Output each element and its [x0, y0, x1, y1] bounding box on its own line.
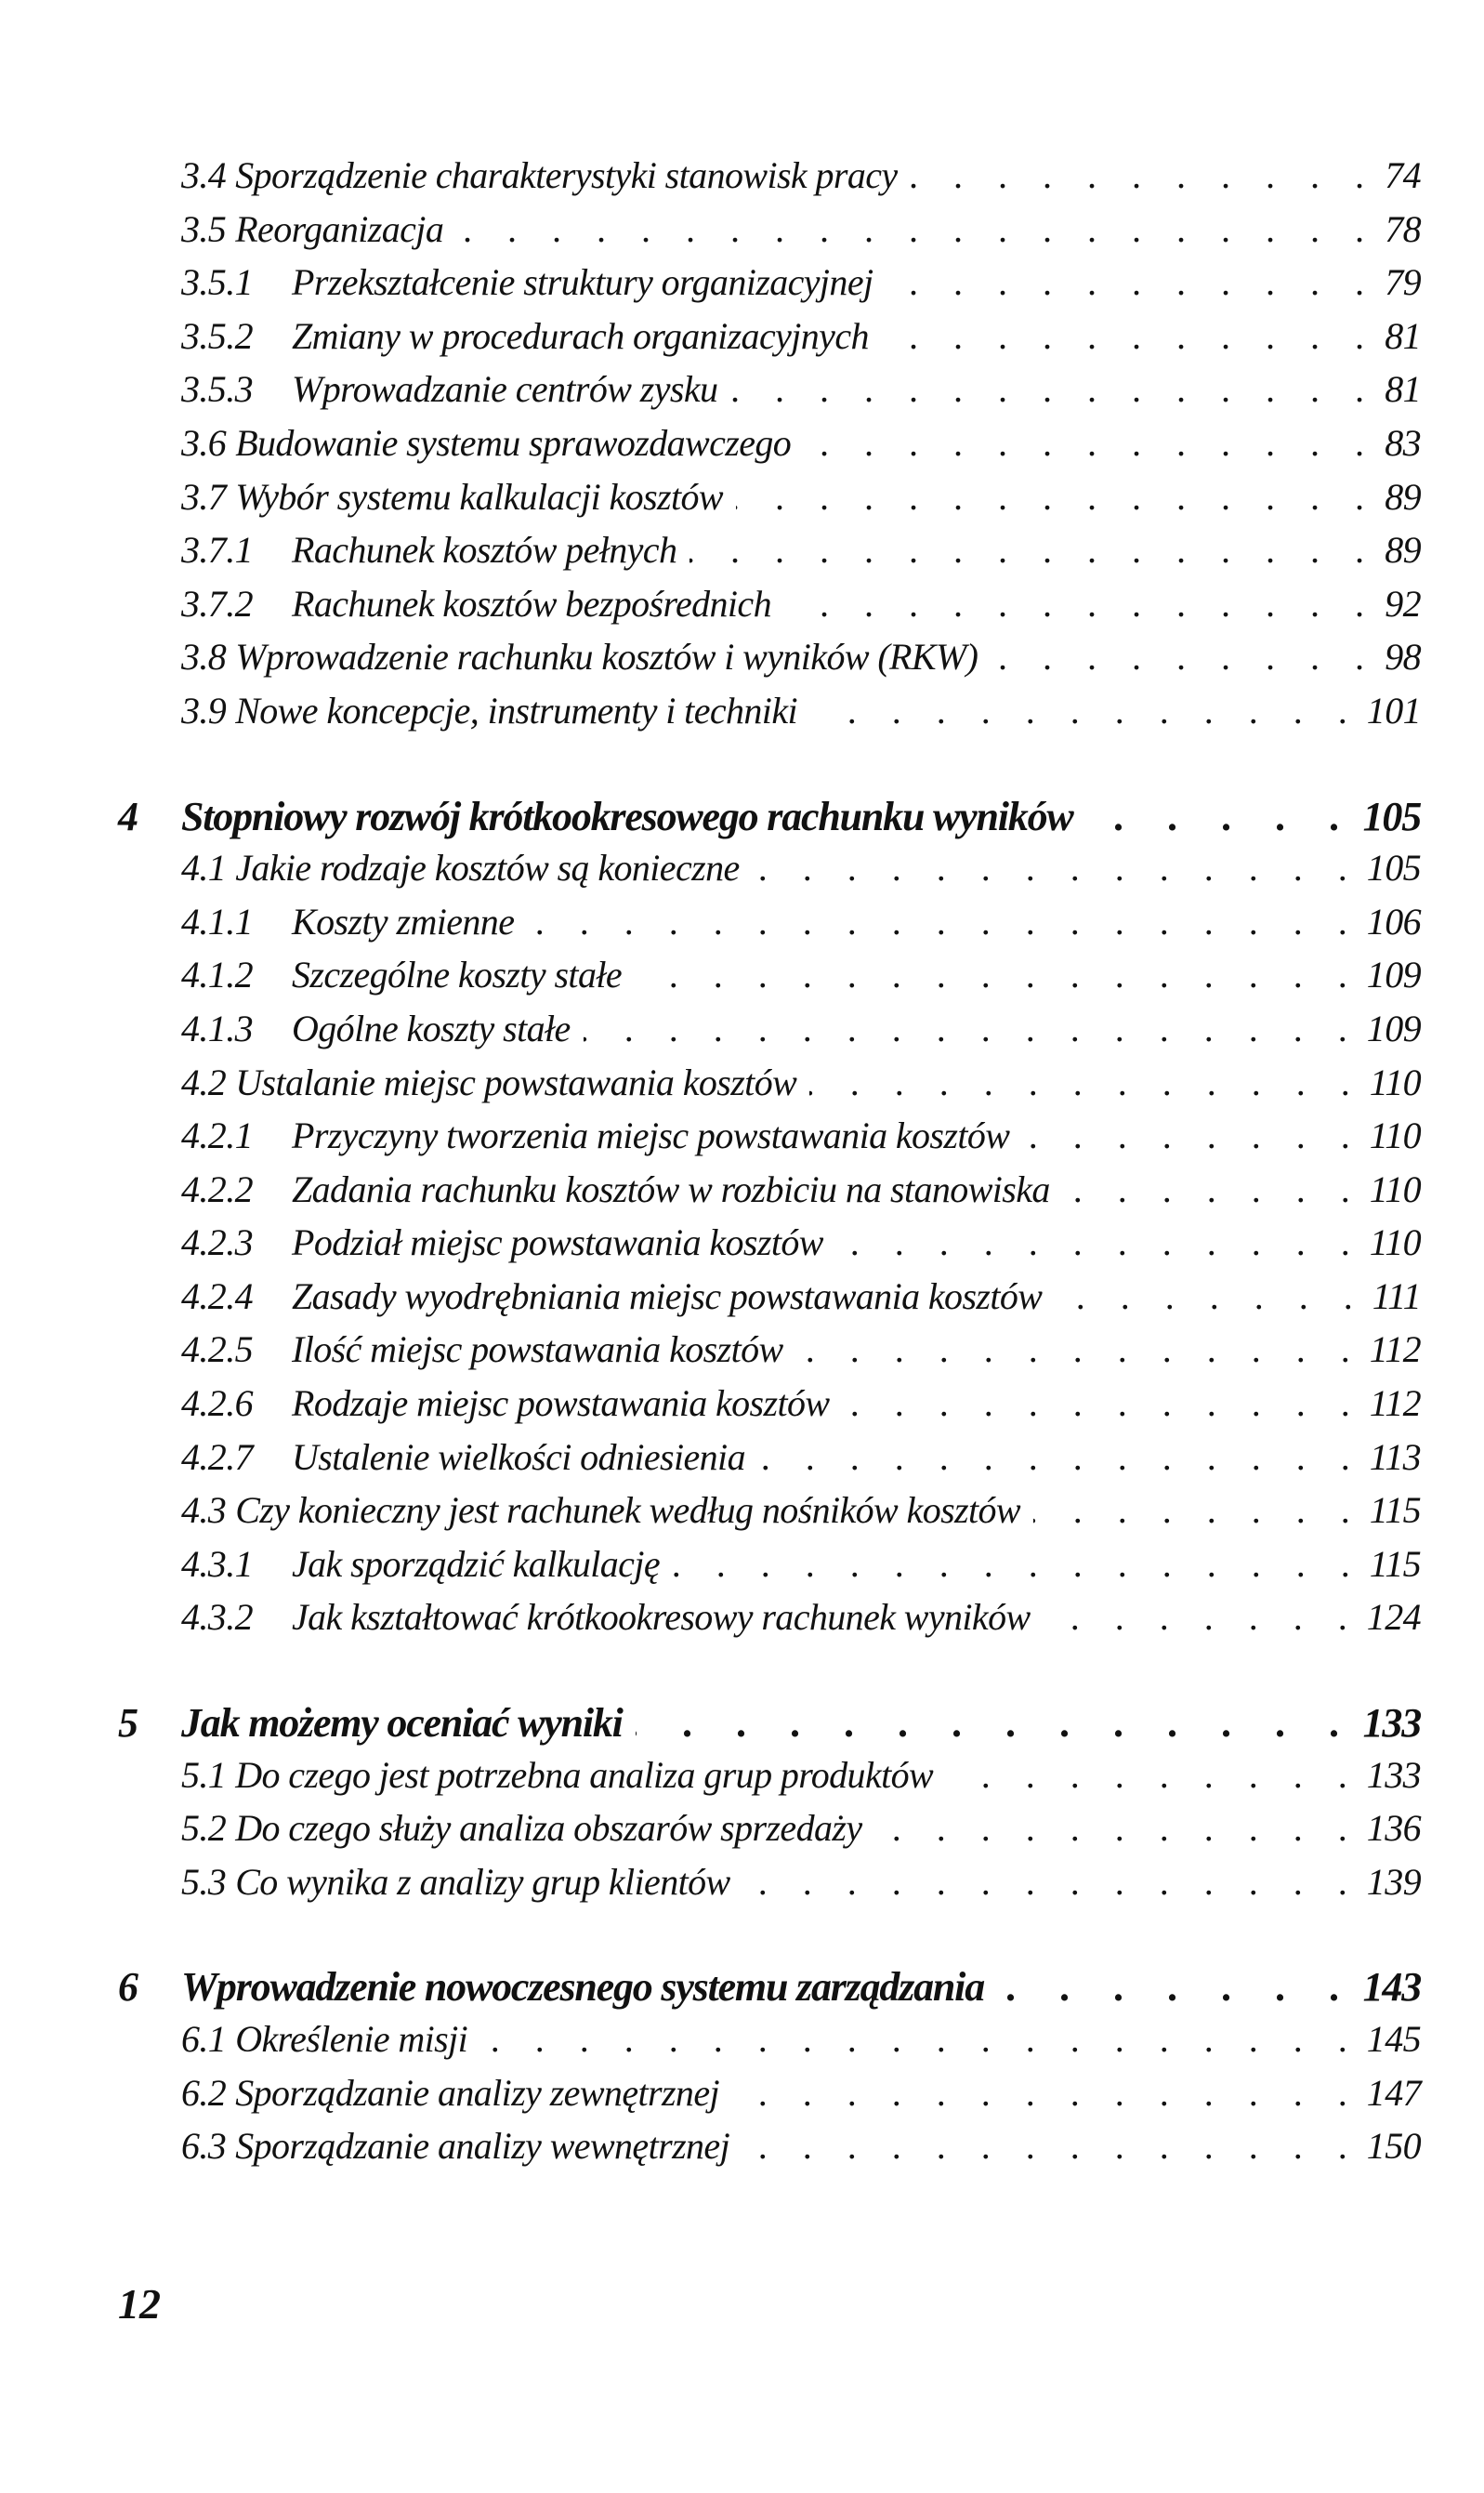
- toc-chapter-heading: [118, 1699, 1421, 1753]
- dot-leader: [886, 260, 1379, 304]
- toc-entry-title: Nowe koncepcje, instrumenty i techniki: [235, 689, 797, 732]
- dot-leader: [1086, 793, 1358, 840]
- dot-leader: [736, 475, 1378, 519]
- toc-entry-title: Rachunek kosztów bezpośrednich: [292, 582, 771, 625]
- toc-entry: [118, 1274, 1421, 1328]
- toc-entry-number: 4.2: [181, 1061, 227, 1103]
- dot-leader: [635, 953, 1361, 996]
- toc-entry: [118, 153, 1421, 207]
- toc-entry-page: 81: [1385, 368, 1421, 411]
- toc-entry-title: Wprowadzanie centrów zysku: [292, 368, 718, 411]
- dot-leader: [636, 1699, 1358, 1747]
- table-of-contents: [118, 153, 1421, 2178]
- dot-leader: [527, 900, 1360, 943]
- toc-entry-page: 133: [1366, 1753, 1421, 1796]
- toc-entry-title: Stopniowy rozwój krótkookresowego rachunku wyników: [181, 793, 1073, 839]
- toc-entry-number: 3.7: [181, 475, 227, 518]
- dot-leader: [991, 635, 1378, 679]
- toc-entry: [118, 582, 1421, 636]
- dot-leader: [997, 1963, 1358, 2011]
- toc-entry-title: Określenie misji: [235, 2018, 468, 2060]
- toc-entry: [118, 1542, 1421, 1596]
- toc-entry-page: 143: [1362, 1964, 1421, 2011]
- toc-entry-number: 6.1: [181, 2018, 227, 2060]
- toc-entry-title: Przyczyny tworzenia miejsc powstawania kosztów: [292, 1115, 1010, 1157]
- toc-entry: [118, 900, 1421, 954]
- dot-leader: [753, 846, 1361, 890]
- toc-entry-title: Czy konieczny jest rachunek według nośników kosztów: [235, 1489, 1021, 1532]
- toc-entry-title: Wybór systemu kalkulacji kosztów: [235, 475, 724, 518]
- toc-entry-number: 4.2.6: [181, 1382, 254, 1425]
- toc-entry-page: 133: [1362, 1700, 1421, 1747]
- dot-leader: [843, 1381, 1364, 1425]
- toc-entry: [118, 2071, 1421, 2125]
- toc-entry-title: Podział miejsc powstawania kosztów: [292, 1221, 823, 1264]
- dot-leader: [1063, 1167, 1364, 1211]
- toc-entry-page: 139: [1366, 1860, 1421, 1903]
- toc-entry-number: 5.3: [181, 1860, 227, 1903]
- dot-leader: [732, 2071, 1361, 2115]
- toc-entry-number: 3.8: [181, 636, 227, 679]
- toc-entry-page: 124: [1366, 1596, 1421, 1639]
- toc-entry-title: Sporządzenie charakterystyki stanowisk pracy: [235, 154, 898, 196]
- toc-entry-title: Rachunek kosztów pełnych: [292, 529, 677, 572]
- toc-entry-page: 89: [1385, 475, 1421, 518]
- toc-entry-title: Ilość miejsc powstawania kosztów: [292, 1328, 783, 1371]
- toc-entry: [118, 1114, 1421, 1167]
- dot-leader: [810, 689, 1361, 732]
- page-number: 12: [118, 2280, 161, 2328]
- toc-entry-page: 79: [1385, 261, 1421, 304]
- toc-entry-number: 3.5.2: [181, 314, 254, 357]
- toc-entry-page: 92: [1385, 582, 1421, 625]
- toc-entry-title: Sporządzanie analizy wewnętrznej: [235, 2125, 730, 2168]
- toc-entry-title: Ustalenie wielkości odniesienia: [292, 1435, 745, 1478]
- toc-entry-title: Przekształcenie struktury organizacyjnej: [292, 261, 873, 304]
- toc-entry-number: 3.4: [181, 154, 227, 196]
- toc-entry-title: Sporządzanie analizy zewnętrznej: [235, 2071, 719, 2114]
- dot-leader: [1022, 1114, 1363, 1157]
- dot-leader: [1033, 1488, 1364, 1532]
- toc-entry-title: Szczególne koszty stałe: [292, 954, 623, 996]
- toc-entry-title: Do czego jest potrzebna analiza grup produktów: [235, 1753, 934, 1796]
- dot-leader: [743, 1860, 1361, 1904]
- toc-entry-page: 106: [1366, 900, 1421, 943]
- dot-leader: [804, 421, 1378, 465]
- toc-entry-number: 4.2.2: [181, 1167, 254, 1210]
- toc-entry-page: 145: [1366, 2018, 1421, 2060]
- toc-entry-number: 4.1: [181, 847, 227, 890]
- toc-entry-title: Jak kształtować krótkookresowy rachunek wyników: [292, 1596, 1031, 1639]
- toc-entry-title: Rodzaje miejsc powstawania kosztów: [292, 1382, 830, 1425]
- toc-entry-number: 4.1.2: [181, 954, 254, 996]
- toc-entry-number: 4.3: [181, 1489, 227, 1532]
- toc-entry-title: Zadania rachunku kosztów w rozbiciu na stanowiska: [292, 1167, 1050, 1210]
- toc-entry-title: Jakie rodzaje kosztów są konieczne: [235, 847, 740, 890]
- toc-entry: [118, 1167, 1421, 1221]
- toc-entry-page: 110: [1369, 1167, 1421, 1210]
- toc-entry: [118, 846, 1421, 900]
- toc-entry-page: 147: [1366, 2071, 1421, 2114]
- dot-leader: [456, 207, 1378, 251]
- toc-entry-page: 89: [1385, 529, 1421, 572]
- toc-entry-page: 115: [1369, 1489, 1421, 1532]
- toc-chapter-heading: [118, 793, 1421, 847]
- toc-entry: [118, 314, 1421, 368]
- dot-leader: [1055, 1274, 1366, 1318]
- toc-entry-page: 105: [1366, 847, 1421, 890]
- toc-entry-number: 6: [118, 1964, 138, 2011]
- toc-entry-title: Wprowadzenie nowoczesnego systemu zarządzania: [181, 1964, 985, 2011]
- toc-entry: [118, 1220, 1421, 1274]
- toc-entry-number: 4.3.1: [181, 1542, 254, 1585]
- toc-entry-number: 3.5.3: [181, 368, 254, 411]
- toc-entry: [118, 1381, 1421, 1435]
- toc-entry-title: Jak możemy oceniać wyniki: [181, 1700, 623, 1747]
- toc-entry: [118, 1327, 1421, 1381]
- toc-entry-title: Zmiany w procedurach organizacyjnych: [292, 314, 869, 357]
- dot-leader: [911, 153, 1378, 197]
- toc-entry-page: 101: [1366, 689, 1421, 732]
- toc-entry-title: Jak sporządzić kalkulację: [292, 1542, 660, 1585]
- dot-leader: [882, 314, 1378, 358]
- toc-entry-number: 3.5.1: [181, 261, 254, 304]
- toc-entry-page: 112: [1369, 1328, 1421, 1371]
- toc-entry: [118, 475, 1421, 529]
- toc-entry-number: 4.2.3: [181, 1221, 254, 1264]
- toc-entry-page: 81: [1385, 314, 1421, 357]
- toc-entry-number: 6.2: [181, 2071, 227, 2114]
- toc-entry: [118, 1595, 1421, 1649]
- toc-entry: [118, 1753, 1421, 1807]
- toc-entry: [118, 1007, 1421, 1061]
- dot-leader: [742, 2124, 1361, 2168]
- toc-entry-title: Ogólne koszty stałe: [292, 1007, 571, 1049]
- dot-leader: [480, 2017, 1361, 2061]
- toc-entry-page: 105: [1362, 793, 1421, 839]
- toc-entry-number: 3.9: [181, 689, 227, 732]
- toc-entry: [118, 260, 1421, 314]
- toc-entry-title: Co wynika z analizy grup klientów: [235, 1860, 730, 1903]
- toc-entry-number: 4.3.2: [181, 1596, 254, 1639]
- dot-leader: [689, 528, 1378, 572]
- toc-entry-page: 115: [1369, 1542, 1421, 1585]
- toc-entry-number: 3.7.2: [181, 582, 254, 625]
- toc-entry-number: 5: [118, 1700, 138, 1747]
- toc-entry-page: 78: [1385, 207, 1421, 250]
- toc-entry-number: 3.6: [181, 421, 227, 464]
- toc-entry-title: Budowanie systemu sprawozdawczego: [235, 421, 792, 464]
- dot-leader: [809, 1061, 1364, 1104]
- toc-entry-title: Wprowadzenie rachunku kosztów i wyników (RKW): [235, 636, 978, 679]
- toc-entry-number: 5.1: [181, 1753, 227, 1796]
- toc-entry-number: 4.1.1: [181, 900, 254, 943]
- toc-entry-page: 113: [1369, 1435, 1421, 1478]
- toc-entry-number: 6.3: [181, 2125, 227, 2168]
- dot-leader: [584, 1007, 1361, 1050]
- toc-entry-page: 112: [1369, 1382, 1421, 1425]
- toc-entry-page: 110: [1369, 1115, 1421, 1157]
- toc-entry-number: 4.2.4: [181, 1274, 254, 1317]
- toc-entry: [118, 2017, 1421, 2071]
- dot-leader: [673, 1542, 1364, 1586]
- toc-entry-page: 150: [1366, 2125, 1421, 2168]
- dot-leader: [796, 1327, 1364, 1371]
- toc-entry: [118, 421, 1421, 475]
- dot-leader: [758, 1435, 1364, 1479]
- dot-leader: [946, 1753, 1361, 1797]
- toc-entry-page: 74: [1385, 154, 1421, 196]
- toc-entry: [118, 207, 1421, 261]
- toc-entry-number: 4.2.7: [181, 1435, 254, 1478]
- toc-entry-page: 110: [1369, 1061, 1421, 1103]
- toc-entry-page: 136: [1366, 1807, 1421, 1850]
- toc-entry: [118, 953, 1421, 1007]
- toc-entry-number: 4.2.1: [181, 1115, 254, 1157]
- toc-entry: [118, 1860, 1421, 1914]
- toc-entry-number: 4: [118, 793, 138, 839]
- toc-entry-title: Ustalanie miejsc powstawania kosztów: [235, 1061, 797, 1103]
- toc-entry-number: 3.5: [181, 207, 227, 250]
- toc-entry: [118, 635, 1421, 689]
- toc-entry-title: Reorganizacja: [235, 207, 444, 250]
- dot-leader: [730, 367, 1378, 411]
- toc-entry-number: 4.1.3: [181, 1007, 254, 1049]
- toc-entry-page: 111: [1372, 1274, 1421, 1317]
- toc-entry-title: Zasady wyodrębniania miejsc powstawania kosztów: [292, 1274, 1043, 1317]
- toc-entry-page: 110: [1369, 1221, 1421, 1264]
- toc-entry-page: 83: [1385, 421, 1421, 464]
- dot-leader: [1044, 1595, 1361, 1639]
- toc-entry: [118, 528, 1421, 582]
- toc-entry: [118, 1488, 1421, 1542]
- toc-entry-number: 3.7.1: [181, 529, 254, 572]
- toc-entry-title: Koszty zmienne: [292, 900, 515, 943]
- toc-entry-page: 109: [1366, 1007, 1421, 1049]
- toc-entry: [118, 689, 1421, 743]
- toc-entry: [118, 2124, 1421, 2178]
- toc-entry: [118, 1806, 1421, 1860]
- toc-entry-number: 5.2: [181, 1807, 227, 1850]
- toc-entry-title: Do czego służy analiza obszarów sprzedaży: [235, 1807, 862, 1850]
- toc-entry: [118, 1061, 1421, 1115]
- toc-entry-page: 109: [1366, 954, 1421, 996]
- dot-leader: [836, 1220, 1364, 1264]
- dot-leader: [875, 1806, 1361, 1850]
- toc-entry: [118, 367, 1421, 421]
- toc-entry: [118, 1435, 1421, 1489]
- toc-chapter-heading: [118, 1963, 1421, 2017]
- toc-entry-page: 98: [1385, 636, 1421, 679]
- dot-leader: [784, 582, 1378, 626]
- toc-entry-number: 4.2.5: [181, 1328, 254, 1371]
